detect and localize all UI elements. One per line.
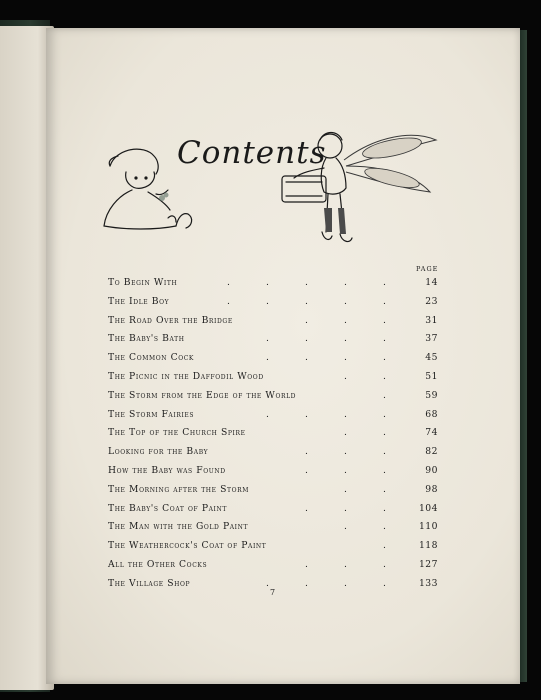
toc-row[interactable] bbox=[108, 352, 438, 371]
toc-page-number: 51 bbox=[425, 370, 438, 382]
toc-page-number: 14 bbox=[425, 277, 438, 288]
toc-title: The Idle Boy bbox=[108, 295, 170, 307]
toc-page-number: 31 bbox=[425, 314, 438, 326]
toc-title: The Common Cock bbox=[108, 352, 195, 364]
leader-dots: . . . bbox=[305, 502, 386, 514]
toc-row[interactable] bbox=[108, 315, 438, 334]
toc-title: The Morning after the Storm bbox=[108, 483, 250, 495]
page-column-label: PAGE bbox=[416, 265, 439, 273]
leader-dots: . . . bbox=[305, 314, 386, 326]
toc-row[interactable] bbox=[108, 277, 438, 296]
toc-row[interactable] bbox=[108, 503, 438, 522]
toc-page-number: 59 bbox=[425, 389, 438, 401]
leader-dots: . . bbox=[344, 521, 386, 533]
toc-title: To Begin With bbox=[108, 277, 178, 288]
leader-dots: . . . . bbox=[266, 352, 386, 364]
toc-page-number: 110 bbox=[418, 521, 438, 533]
toc-row[interactable] bbox=[108, 446, 438, 465]
toc-row[interactable] bbox=[108, 371, 438, 390]
leader-dots: . bbox=[383, 540, 386, 552]
page-title: Contents bbox=[177, 135, 327, 171]
toc-row[interactable] bbox=[108, 409, 438, 428]
toc-row[interactable] bbox=[108, 427, 438, 446]
toc-page-number: 68 bbox=[425, 408, 438, 420]
leader-dots: . bbox=[383, 389, 386, 401]
toc-title: The Top of the Church Spire bbox=[108, 427, 246, 439]
toc-title: The Picnic in the Daffodil Wood bbox=[108, 370, 264, 382]
leader-dots: . . bbox=[344, 427, 386, 439]
toc-page-number: 82 bbox=[425, 446, 438, 458]
leader-dots: . . . . bbox=[266, 333, 386, 345]
leader-dots: . . . bbox=[305, 446, 386, 458]
toc-page-number: 104 bbox=[418, 502, 438, 514]
toc-title: The Storm Fairies bbox=[108, 408, 195, 420]
toc-title: The Baby's Coat of Paint bbox=[108, 502, 227, 514]
leader-dots: . . bbox=[344, 370, 386, 382]
leader-dots: . . bbox=[344, 483, 386, 495]
toc-row[interactable] bbox=[108, 484, 438, 503]
toc-page-number: 133 bbox=[418, 577, 438, 589]
toc-title: The Road Over the Bridge bbox=[108, 314, 233, 326]
toc-row[interactable] bbox=[108, 521, 438, 540]
toc-page-number: 37 bbox=[425, 333, 438, 345]
toc-row[interactable] bbox=[108, 465, 438, 484]
toc-row[interactable] bbox=[108, 540, 438, 559]
toc-page-number: 118 bbox=[418, 540, 438, 552]
toc-title: The Baby's Bath bbox=[108, 333, 185, 345]
leader-dots: . . . . bbox=[266, 577, 386, 589]
toc-page-number: 74 bbox=[425, 427, 438, 439]
toc-page-number: 98 bbox=[425, 483, 438, 495]
toc-page-number: 127 bbox=[418, 558, 438, 570]
folio-number: 7 bbox=[270, 588, 276, 597]
toc-title: The Storm from the Edge of the World bbox=[108, 389, 297, 401]
toc-row[interactable] bbox=[108, 559, 438, 578]
toc-title: The Man with the Gold Paint bbox=[108, 521, 249, 533]
toc-page-number: 45 bbox=[425, 352, 438, 364]
toc-title: How the Baby was Found bbox=[108, 464, 226, 476]
toc-page-number: 23 bbox=[425, 295, 438, 307]
toc-page-number: 90 bbox=[425, 464, 438, 476]
fairy-boy-illustration bbox=[280, 122, 440, 262]
toc-title: All the Other Cocks bbox=[108, 558, 208, 570]
toc-row[interactable] bbox=[108, 390, 438, 409]
cover-edge-right bbox=[519, 30, 527, 682]
toc-row[interactable] bbox=[108, 296, 438, 315]
leader-dots: . . . . bbox=[266, 408, 386, 420]
toc-title: The Weathercock's Coat of Paint bbox=[108, 540, 267, 552]
table-of-contents bbox=[108, 277, 438, 597]
toc-row[interactable] bbox=[108, 333, 438, 352]
toc-title: The Village Shop bbox=[108, 577, 191, 589]
leader-dots: . . . bbox=[305, 558, 386, 570]
leader-dots: . . . . . bbox=[227, 277, 386, 288]
leader-dots: . . . . . bbox=[227, 295, 386, 307]
leader-dots: . . . bbox=[305, 464, 386, 476]
toc-title: Looking for the Baby bbox=[108, 446, 209, 458]
